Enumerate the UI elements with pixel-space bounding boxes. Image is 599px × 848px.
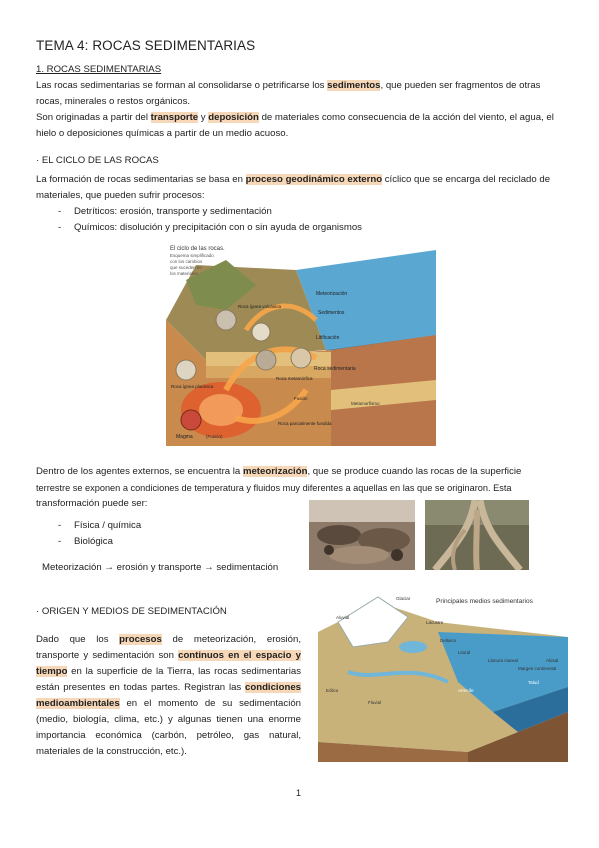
highlight-term: tiempo — [36, 666, 68, 677]
text-span: Son originadas a partir del — [36, 112, 151, 123]
page-number: 1 — [296, 788, 302, 798]
label-env: Abisal — [546, 658, 559, 663]
paragraph-ciclo-line2: materiales, que pueden sufrir procesos: — [36, 190, 205, 201]
rock-sample-plutonic — [176, 360, 196, 380]
paragraph-meteorizacion-line3: transformación puede ser: — [36, 498, 148, 509]
lake — [399, 641, 427, 653]
paragraph-line — [36, 744, 301, 760]
photo-rock-erosion — [309, 500, 415, 570]
highlight-deposicion: deposición — [208, 112, 259, 123]
paragraph-origin-line2: hielo o deposiciones químicas a partir de un medio acuoso. — [36, 128, 289, 139]
text-span: de meteorización, erosión, — [161, 634, 301, 645]
paragraph-definition-line2: rocas, minerales o restos orgánicos. — [36, 96, 191, 107]
bullet-dash: - — [58, 222, 62, 233]
rock-sample-magma — [181, 410, 201, 430]
text-span: Dado que los — [36, 634, 120, 645]
label-meteorizacion: Meteorización — [316, 291, 348, 297]
text-span: en el momento de su sedimentación — [119, 698, 301, 709]
paragraph-line — [36, 712, 301, 728]
rock-sample-sedimentary — [291, 348, 311, 368]
photo-tree-roots — [425, 500, 529, 570]
bullet-dash: - — [58, 206, 62, 217]
label-roca-volcanica: Roca ígnea volcánica — [238, 304, 282, 309]
label-env: Deltaico — [440, 638, 457, 643]
rock-cycle-figure — [166, 240, 436, 446]
section-heading-origen: · ORIGEN Y MEDIOS DE SEDIMENTACIÓN — [36, 606, 227, 617]
highlight-transporte: transporte — [150, 112, 199, 123]
text-span: y — [198, 112, 209, 123]
label-litificacion: Litificación — [316, 335, 340, 341]
paragraph-ciclo — [36, 172, 566, 188]
highlight-proceso: proceso geodinámico externo — [245, 174, 383, 185]
paragraph-origin — [36, 110, 566, 126]
text-span: Las rocas sedimentarias se forman al consolidarse o petrificarse los — [36, 80, 328, 91]
label-roca-fundida: Roca parcialmente fundida — [278, 421, 332, 426]
label-env: Eólico — [326, 688, 339, 693]
text-span: están presentes en todas partes. Registran las — [36, 682, 246, 693]
label-env: Fluvial — [368, 700, 382, 705]
section-heading-rocas: 1. ROCAS SEDIMENTARIAS — [36, 64, 162, 75]
bullet-dash: - — [58, 520, 62, 531]
highlight-term: condiciones — [245, 682, 301, 693]
rock-sample-volcanic — [216, 310, 236, 330]
text-span: importancia económica (carbón, petróleo, gas natural, — [36, 730, 301, 741]
text-span: cíclico que se encarga del reciclado de — [382, 174, 551, 185]
list-item-fisica: Física / química — [74, 520, 142, 531]
sedimentary-environments-figure — [318, 592, 568, 762]
figure-caption-line: Esquema simplificado — [170, 253, 214, 258]
paragraph-line — [36, 728, 301, 744]
label-env: Llanura mareal — [488, 658, 519, 663]
label-env: Lacustre — [426, 620, 444, 625]
paragraph-definition — [36, 78, 566, 94]
label-roca-sedimentaria: Roca sedimentaria — [314, 366, 356, 372]
rock-cycle-illustration — [166, 240, 436, 446]
highlight-meteorizacion: meteorización — [242, 466, 308, 477]
label-magma: Magma — [176, 434, 193, 440]
list-item-quimicos: Químicos: disolución y precipitación con o sin ayuda de organismos — [74, 222, 362, 233]
label-env: Aluvial — [336, 615, 350, 620]
label-env: Talud — [528, 680, 539, 685]
paragraph-line — [36, 632, 301, 648]
text-span: , que se produce cuando las rocas de la superficie — [307, 466, 522, 477]
paragraph-line — [36, 664, 301, 680]
figure-caption-title: El ciclo de las rocas. — [170, 246, 225, 252]
text-span: transporte y sedimentación son — [36, 650, 179, 661]
text-span: , que pueden ser fragmentos de otras — [380, 80, 541, 91]
label-env: Litoral — [458, 650, 471, 655]
bullet-dash: - — [58, 536, 62, 547]
text-span: Dentro de los agentes externos, se encuentra la — [36, 466, 243, 477]
label-fusion: Fusión — [294, 396, 308, 401]
page-title: TEMA 4: ROCAS SEDIMENTARIAS — [36, 38, 256, 53]
text-span: de materiales como consecuencia de la acción del viento, el agua, el — [258, 112, 554, 123]
highlight-term: medioambientales — [36, 698, 120, 709]
figure-caption-line: que suceden en — [170, 265, 203, 270]
label-env: Arrecife — [458, 688, 474, 693]
label-roca-plutonica: Roca ígnea plutónica — [171, 384, 214, 389]
photo-biological-weathering — [425, 500, 529, 570]
paragraph-meteorizacion — [36, 464, 564, 480]
text-span: (medio, biología, clima, etc.) y algunas tienen una enorme — [36, 714, 301, 725]
list-item-biologica: Biológica — [74, 536, 113, 547]
label-env: Margen continental — [518, 666, 557, 671]
process-flow: Meteorización → erosión y transporte → sedimentación — [42, 562, 279, 573]
label-roca-metamorfica: Roca metamórfica — [276, 376, 313, 381]
paragraph-line — [36, 648, 301, 664]
photo-physical-weathering — [309, 500, 415, 570]
highlight-sedimentos: sedimentos — [327, 80, 381, 91]
paragraph-line — [36, 680, 301, 696]
highlight-term: procesos — [119, 634, 162, 645]
text-span: La formación de rocas sedimentarias se basa en — [36, 174, 246, 185]
rock-sample-metamorphic — [256, 350, 276, 370]
list-item-detriticos: Detríticos: erosión, transporte y sedimentación — [74, 206, 272, 217]
label-sedimentos: Sedimentos — [318, 310, 345, 316]
figure-caption-line: los materiales. — [170, 271, 200, 276]
label-env: Glaciar — [396, 596, 411, 601]
label-metamorfismo: Metamorfismo — [351, 401, 380, 406]
section-heading-ciclo: · EL CICLO DE LAS ROCAS — [36, 155, 159, 166]
text-span: materiales de la construcción, etc.). — [36, 746, 187, 757]
figure-caption-line: con los cambios — [170, 259, 203, 264]
text-span: en la superficie de la Tierra, las rocas sedimentarias — [67, 666, 301, 677]
rock-sample-sediments — [252, 323, 270, 341]
highlight-term: continuos en el espacio y — [178, 650, 301, 661]
paragraph-meteorizacion-line2: terrestre se exponen a condiciones de temperatura y fluidos muy diferentes a aquellas en las que se originaron. Esta — [36, 483, 512, 493]
label-magma-sub: (Fusión) — [206, 434, 223, 439]
figure-title: Principales medios sedimentarios — [436, 598, 533, 605]
sedimentary-environments-illustration — [318, 592, 568, 762]
paragraph-line — [36, 696, 301, 712]
